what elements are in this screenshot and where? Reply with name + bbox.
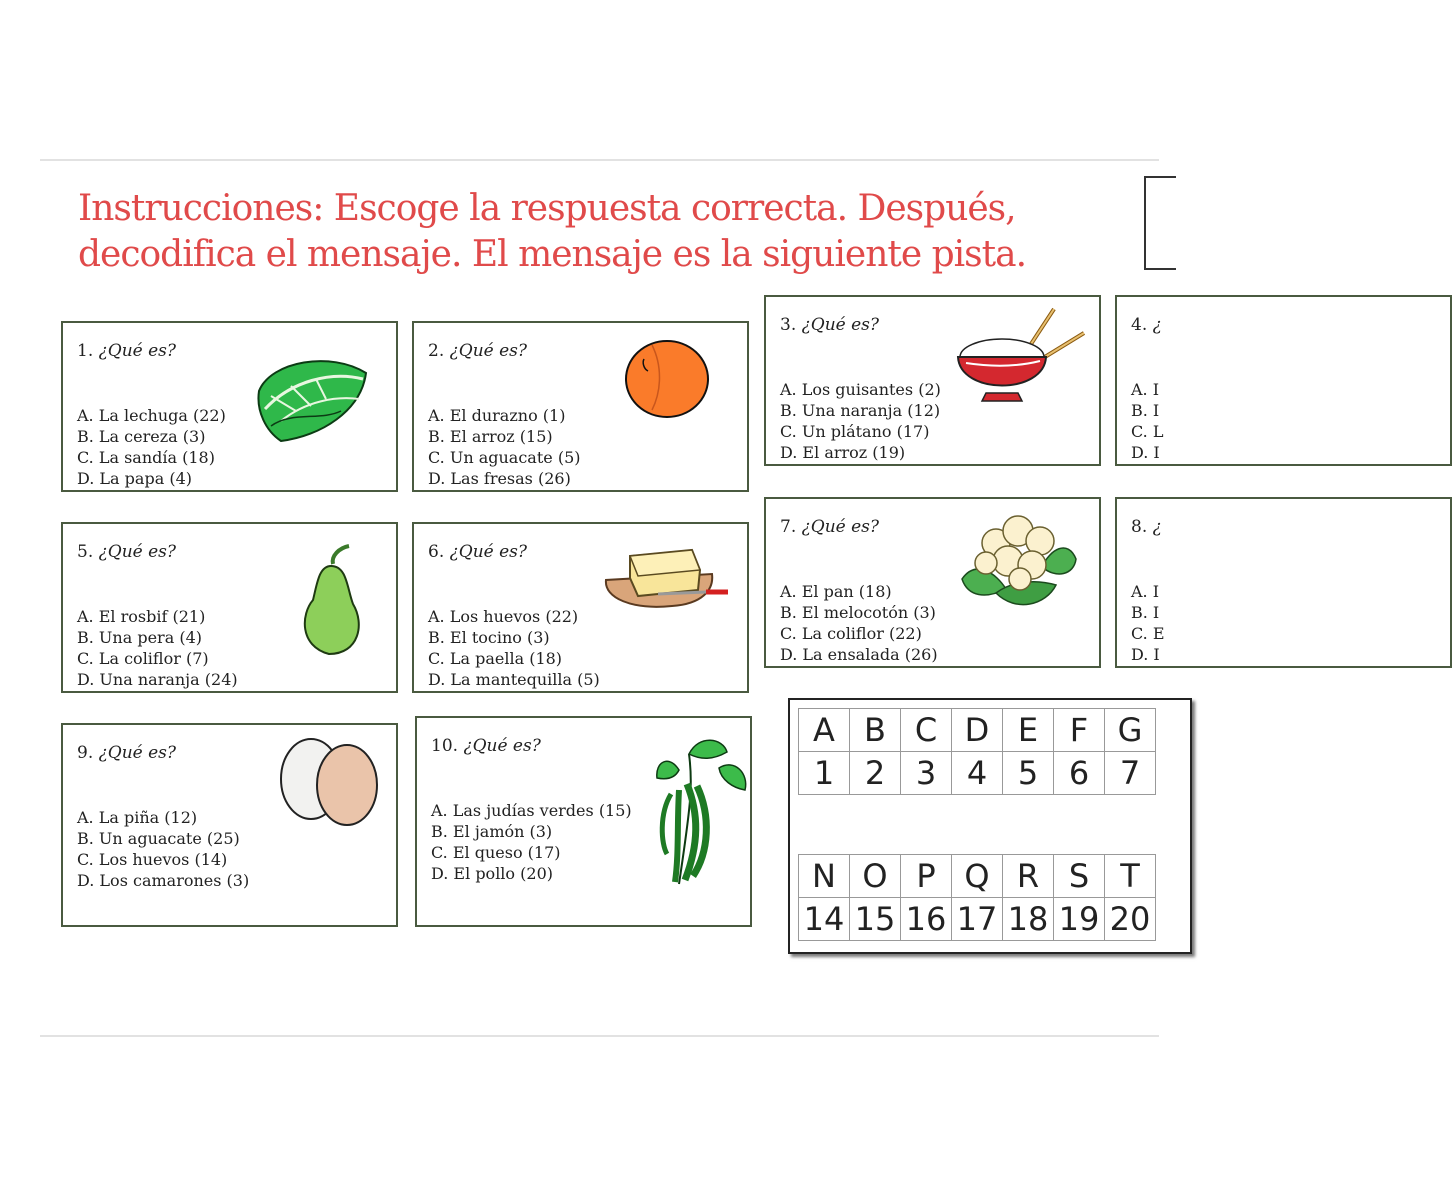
option-a[interactable]: A. La piña (12) bbox=[77, 808, 198, 827]
option-b[interactable]: B. El arroz (15) bbox=[428, 427, 553, 446]
code-number: 18 bbox=[1003, 898, 1054, 941]
code-number: 17 bbox=[952, 898, 1003, 941]
card-question: ¿Qué es? bbox=[449, 341, 528, 361]
code-number: 4 bbox=[952, 752, 1003, 795]
option-a[interactable]: A. Las judías verdes (15) bbox=[431, 801, 632, 820]
code-letter: R bbox=[1003, 855, 1054, 898]
option-a[interactable]: A. El pan (18) bbox=[780, 582, 892, 601]
card-question: ¿Qué es? bbox=[98, 341, 177, 361]
card-number: 2. bbox=[428, 341, 445, 361]
option-a[interactable]: A. I bbox=[1131, 582, 1160, 601]
code-number: 20 bbox=[1105, 898, 1156, 941]
option-d[interactable]: D. I bbox=[1131, 443, 1160, 462]
card-question: ¿Qué es? bbox=[98, 542, 177, 562]
option-b[interactable]: B. Una pera (4) bbox=[77, 628, 202, 647]
card-question: ¿Qué es? bbox=[98, 743, 177, 763]
card-question: ¿ bbox=[1152, 315, 1162, 335]
option-a[interactable]: A. I bbox=[1131, 380, 1160, 399]
option-d[interactable]: D. El arroz (19) bbox=[780, 443, 906, 462]
code-letter: E bbox=[1003, 709, 1054, 752]
option-b[interactable]: B. Un aguacate (25) bbox=[77, 829, 240, 848]
code-number: 1 bbox=[799, 752, 850, 795]
code-grid bbox=[788, 698, 1192, 954]
option-d[interactable]: D. Una naranja (24) bbox=[77, 670, 238, 689]
option-c[interactable]: C. La paella (18) bbox=[428, 649, 563, 668]
card-question: ¿Qué es? bbox=[463, 736, 541, 756]
card-number: 4. bbox=[1131, 315, 1148, 335]
code-number: 7 bbox=[1105, 752, 1156, 795]
card-number: 1. bbox=[77, 341, 94, 361]
code-letter: F bbox=[1054, 709, 1105, 752]
option-a[interactable]: A. Los guisantes (2) bbox=[780, 380, 941, 399]
code-letter: P bbox=[901, 855, 952, 898]
option-c[interactable]: C. El queso (17) bbox=[431, 843, 561, 862]
option-c[interactable]: C. Un aguacate (5) bbox=[428, 448, 581, 467]
option-b[interactable]: B. El tocino (3) bbox=[428, 628, 550, 647]
code-number: 2 bbox=[850, 752, 901, 795]
code-number: 6 bbox=[1054, 752, 1105, 795]
code-number: 14 bbox=[799, 898, 850, 941]
option-a[interactable]: A. La lechuga (22) bbox=[77, 406, 226, 425]
code-number: 19 bbox=[1054, 898, 1105, 941]
card-question: ¿Qué es? bbox=[801, 517, 880, 537]
option-b[interactable]: B. Una naranja (12) bbox=[780, 401, 941, 420]
option-d[interactable]: D. La mantequilla (5) bbox=[428, 670, 600, 689]
card-number: 5. bbox=[77, 542, 94, 562]
code-table-row2 bbox=[798, 854, 1156, 941]
card-number: 3. bbox=[780, 315, 797, 335]
code-number: 3 bbox=[901, 752, 952, 795]
code-letter: S bbox=[1054, 855, 1105, 898]
code-letter: D bbox=[952, 709, 1003, 752]
option-d[interactable]: D. El pollo (20) bbox=[431, 864, 553, 883]
option-d[interactable]: D. I bbox=[1131, 645, 1160, 664]
option-b[interactable]: B. El melocotón (3) bbox=[780, 603, 936, 622]
card-number: 9. bbox=[77, 743, 94, 763]
code-letter: Q bbox=[952, 855, 1003, 898]
code-letter: C bbox=[901, 709, 952, 752]
option-c[interactable]: C. La sandía (18) bbox=[77, 448, 215, 467]
card-number: 8. bbox=[1131, 517, 1148, 537]
code-letter: N bbox=[799, 855, 850, 898]
code-letter: B bbox=[850, 709, 901, 752]
code-letter: A bbox=[799, 709, 850, 752]
option-a[interactable]: A. Los huevos (22) bbox=[428, 607, 579, 626]
code-letter: T bbox=[1105, 855, 1156, 898]
code-letter: G bbox=[1105, 709, 1156, 752]
option-c[interactable]: C. Un plátano (17) bbox=[780, 422, 930, 441]
instructions-text: Instrucciones: Escoge la respuesta correcta. Después, decodifica el mensaje. El mensaje es la siguiente pista. bbox=[78, 188, 1027, 275]
question-card-8 bbox=[1115, 497, 1452, 668]
card-number: 10. bbox=[431, 736, 459, 756]
option-d[interactable]: D. La papa (4) bbox=[77, 469, 192, 488]
option-b[interactable]: B. I bbox=[1131, 603, 1160, 622]
option-d[interactable]: D. Las fresas (26) bbox=[428, 469, 571, 488]
option-a[interactable]: A. El durazno (1) bbox=[428, 406, 566, 425]
option-a[interactable]: A. El rosbif (21) bbox=[77, 607, 206, 626]
option-c[interactable]: C. La coliflor (22) bbox=[780, 624, 922, 643]
code-number: 15 bbox=[850, 898, 901, 941]
option-b[interactable]: B. La cereza (3) bbox=[77, 427, 206, 446]
card-question: ¿Qué es? bbox=[449, 542, 528, 562]
card-number: 7. bbox=[780, 517, 797, 537]
code-letter: O bbox=[850, 855, 901, 898]
option-c[interactable]: C. L bbox=[1131, 422, 1164, 441]
option-c[interactable]: C. E bbox=[1131, 624, 1165, 643]
option-d[interactable]: D. Los camarones (3) bbox=[77, 871, 250, 890]
option-d[interactable]: D. La ensalada (26) bbox=[780, 645, 938, 664]
code-number: 16 bbox=[901, 898, 952, 941]
card-number: 6. bbox=[428, 542, 445, 562]
option-c[interactable]: C. Los huevos (14) bbox=[77, 850, 228, 869]
code-table-row1 bbox=[798, 708, 1156, 795]
option-b[interactable]: B. El jamón (3) bbox=[431, 822, 553, 841]
card-question: ¿Qué es? bbox=[801, 315, 880, 335]
option-b[interactable]: B. I bbox=[1131, 401, 1160, 420]
question-card-4 bbox=[1115, 295, 1452, 466]
card-question: ¿ bbox=[1152, 517, 1162, 537]
option-c[interactable]: C. La coliflor (7) bbox=[77, 649, 209, 668]
code-number: 5 bbox=[1003, 752, 1054, 795]
